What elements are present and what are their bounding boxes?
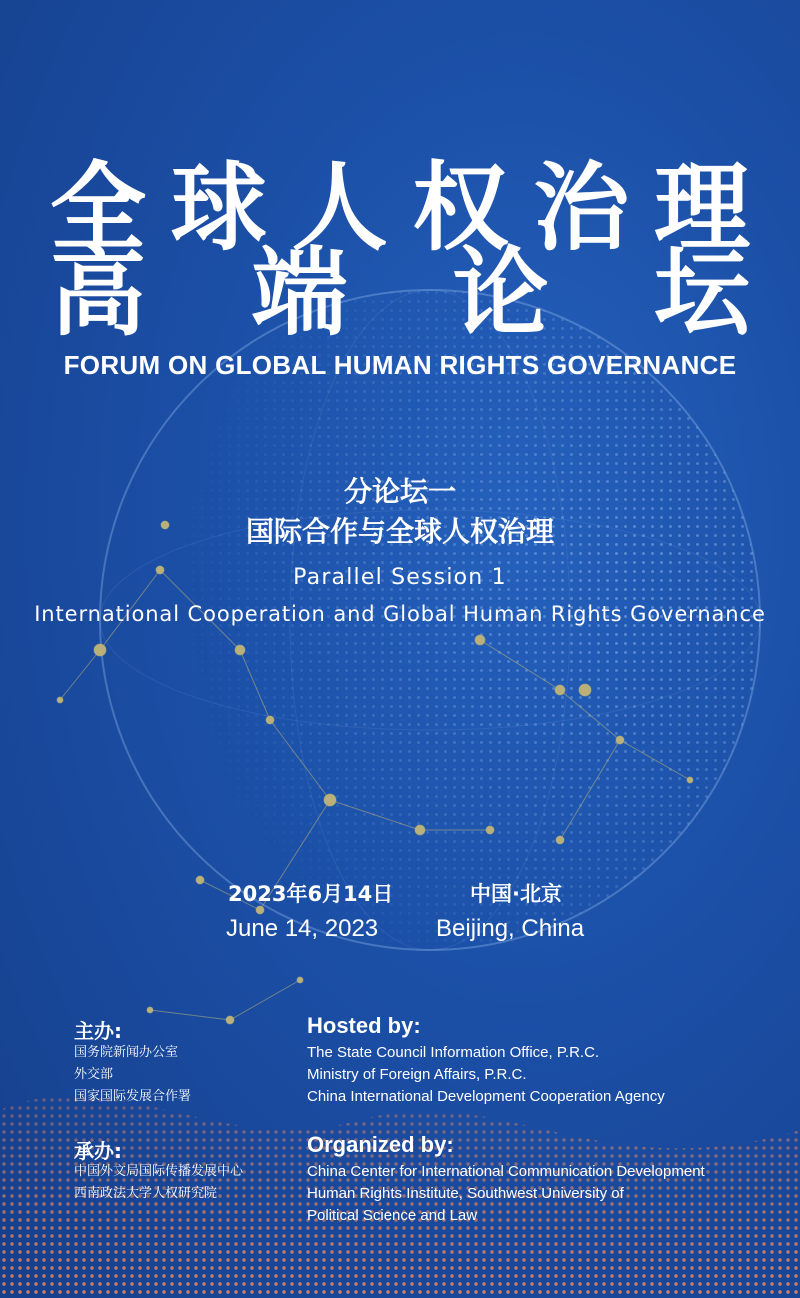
hosted-item-cn: 国务院新闻办公室	[74, 1045, 179, 1060]
hosted-item-en: China International Development Cooperation Agency	[307, 1088, 665, 1105]
organized-item-cn: 中国外文局国际传播发展中心	[74, 1164, 244, 1179]
title-char: 球	[170, 152, 267, 264]
organized-label-en: Organized by:	[307, 1132, 454, 1157]
title-char: 高	[50, 237, 146, 349]
hosted-list-en	[307, 1042, 665, 1108]
title-char: 人	[291, 152, 388, 264]
title-char: 论	[452, 237, 549, 349]
title-line-2	[50, 237, 750, 349]
title-line-1	[50, 152, 750, 264]
title-char: 坛	[653, 237, 750, 349]
forum-english-title: FORUM ON GLOBAL HUMAN RIGHTS GOVERNANCE	[63, 350, 737, 380]
hosted-item-cn: 外交部	[74, 1067, 114, 1082]
title-char: 全	[50, 152, 146, 264]
organized-label-cn: 承办:	[74, 1139, 122, 1163]
hosted-label-en: Hosted by:	[307, 1013, 421, 1038]
event-place-en: Beijing, China	[436, 915, 585, 942]
event-date-en: June 14, 2023	[226, 915, 379, 942]
hosted-item-en: Ministry of Foreign Affairs, P.R.C.	[307, 1066, 527, 1083]
session-number-en: Parallel Session 1	[293, 565, 507, 590]
organized-item-en: Political Science and Law	[307, 1207, 478, 1224]
organized-list-en	[307, 1161, 705, 1227]
event-place-cn: 中国·北京	[470, 882, 562, 906]
event-date-cn: 2023年6月14日	[228, 882, 394, 906]
session-name-cn: 国际合作与全球人权治理	[245, 515, 554, 548]
hosted-item-cn: 国家国际发展合作署	[74, 1089, 192, 1104]
organized-list-cn	[74, 1161, 243, 1205]
organized-item-en: Human Rights Institute, Southwest University of	[307, 1185, 624, 1202]
title-char: 权	[412, 152, 509, 264]
hosted-label-cn: 主办:	[74, 1019, 122, 1043]
title-char: 理	[653, 152, 750, 264]
title-char: 端	[251, 237, 348, 349]
hosted-list-cn	[74, 1042, 191, 1108]
organized-item-cn: 西南政法大学人权研究院	[74, 1186, 218, 1201]
session-name-en: International Cooperation and Global Human Rights Governance	[34, 602, 766, 626]
title-char: 治	[533, 152, 630, 264]
organized-item-en: China Center for International Communication Development	[307, 1163, 705, 1180]
session-number-cn: 分论坛一	[343, 475, 456, 508]
hosted-item-en: The State Council Information Office, P.R.C.	[307, 1044, 600, 1061]
